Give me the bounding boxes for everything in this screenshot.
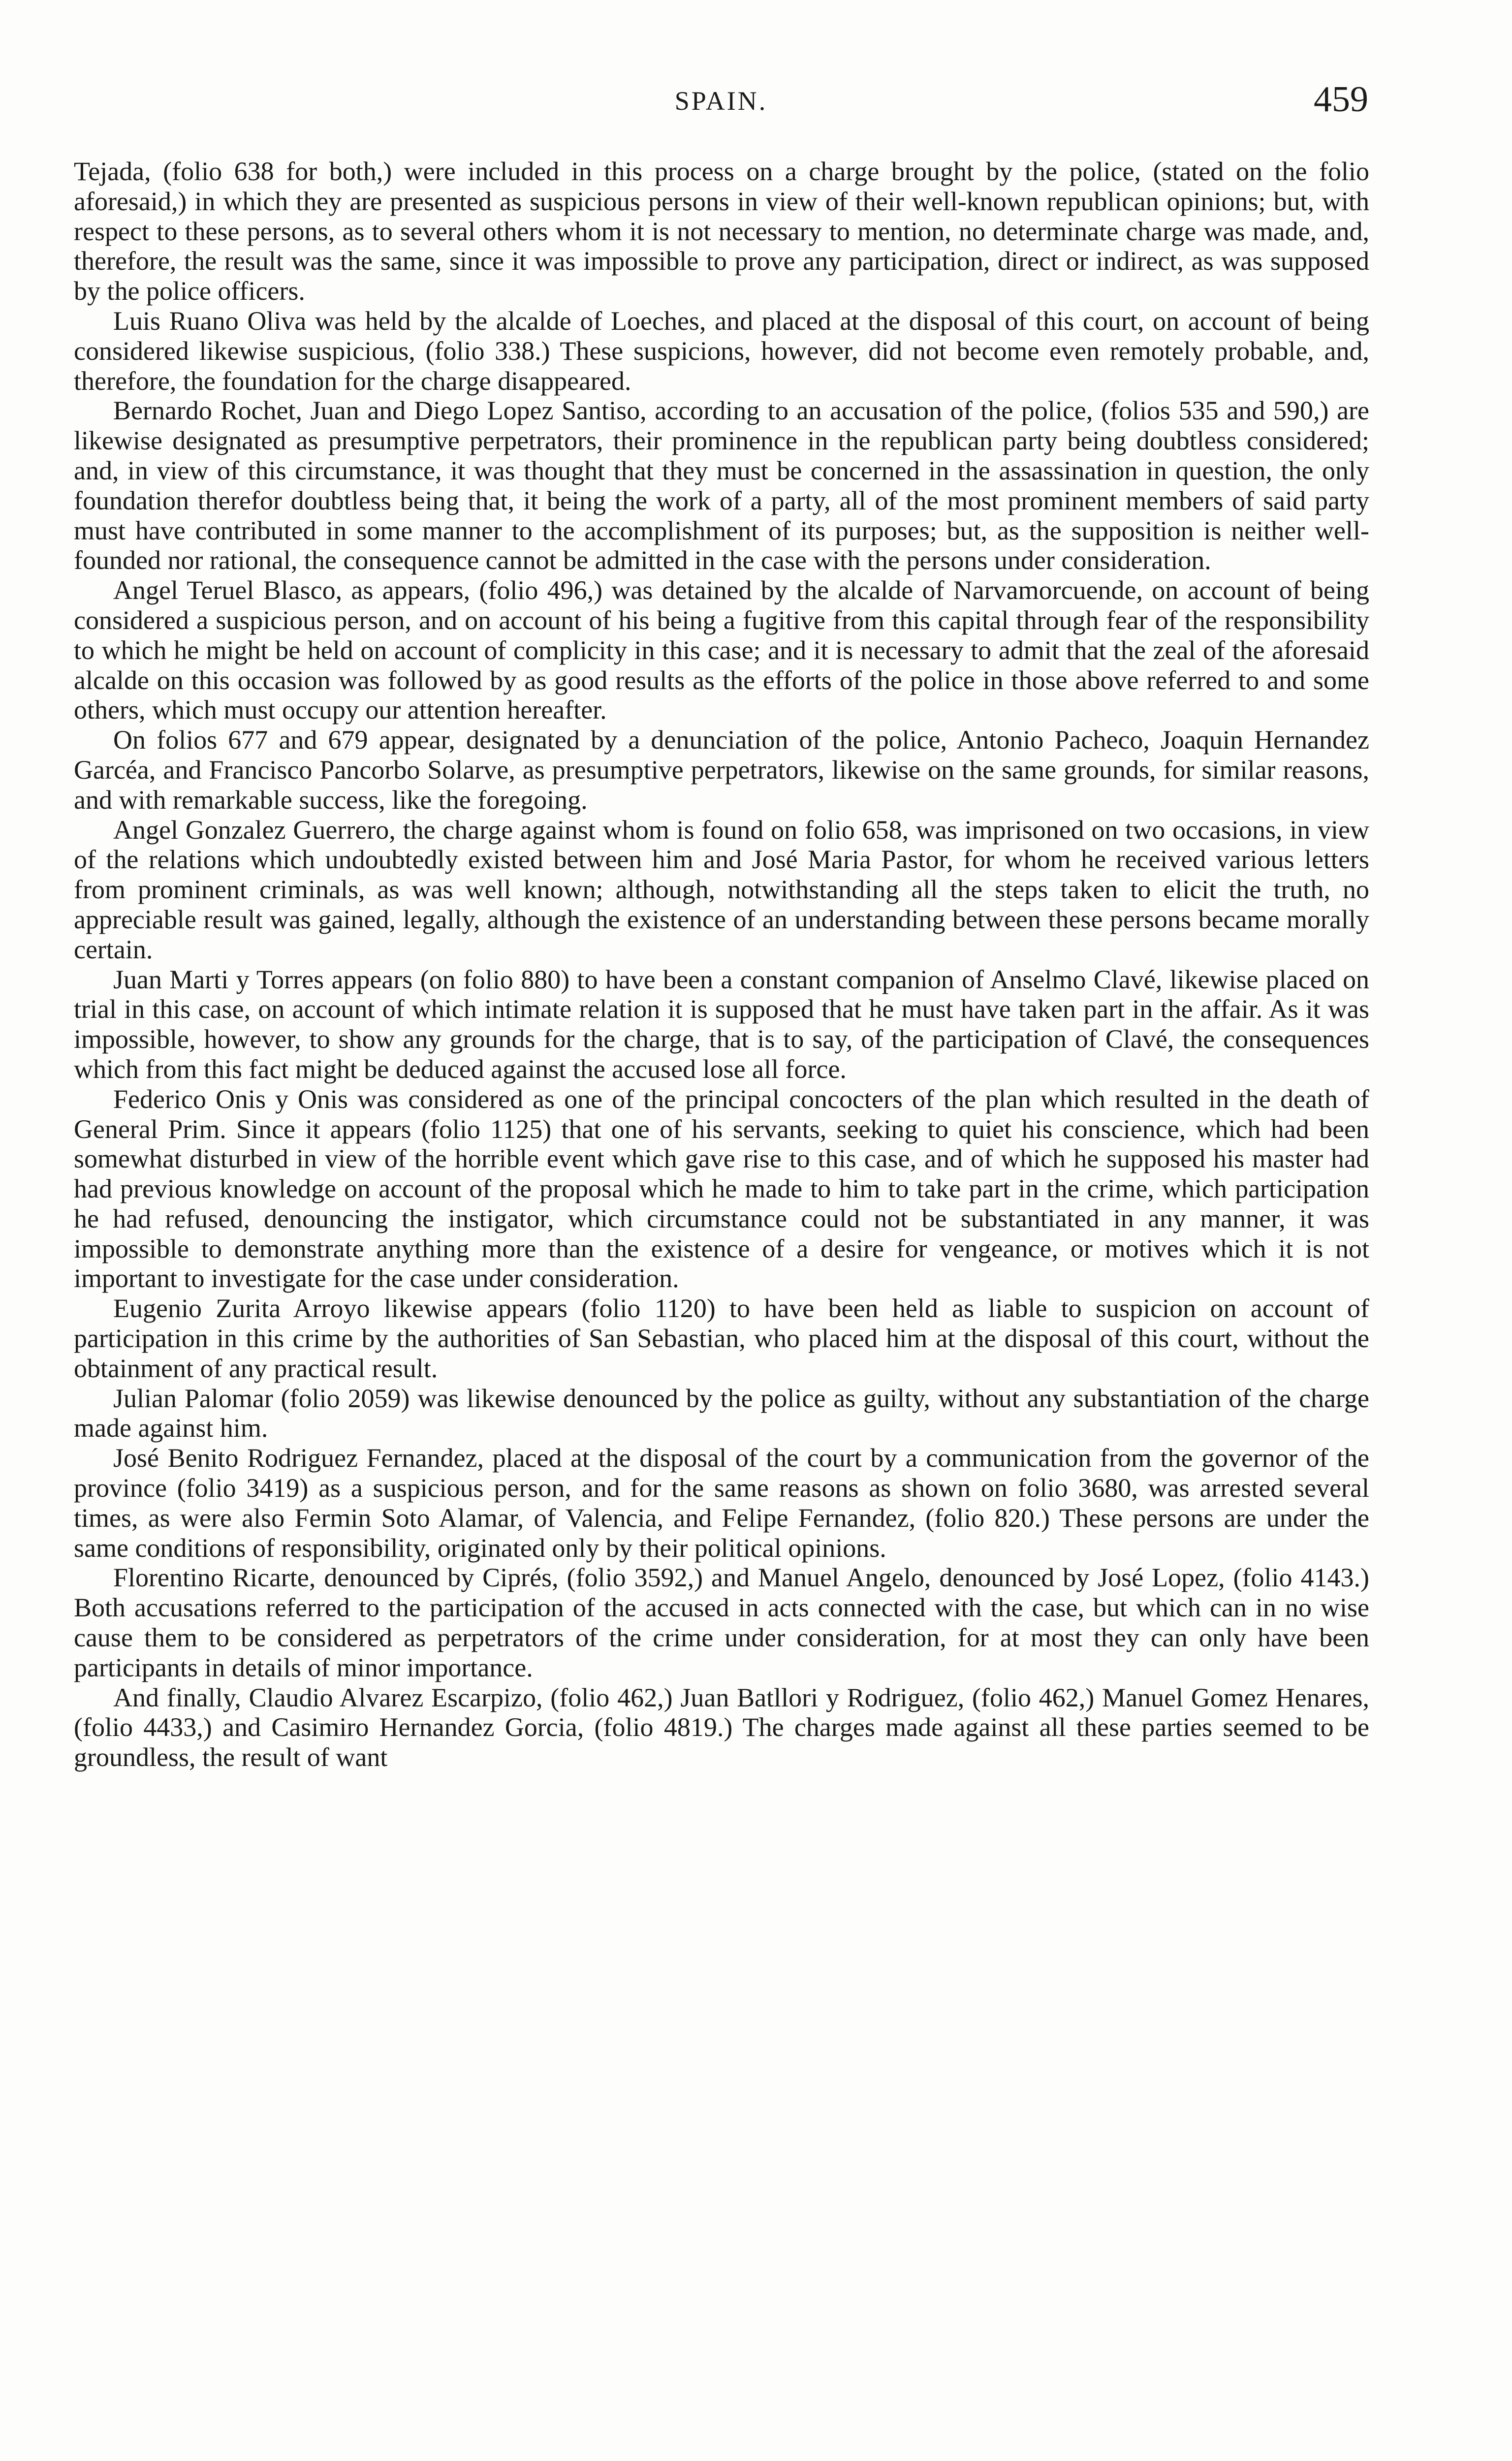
paragraph: On folios 677 and 679 appear, designated by a denunciation of the police, Antonio Pacheco, Joaquin Hernandez Garcéa, and Francisco Pancorbo Solarve, as presumptive perpetrators, likewise on the same grounds, for similar reasons, and with remarkable success, like the foregoing. <box>74 725 1369 815</box>
paragraph: Julian Palomar (folio 2059) was likewise denounced by the police as guilty, without any substantiation of the charge made against him. <box>74 1383 1369 1443</box>
paragraph: Angel Teruel Blasco, as appears, (folio 496,) was detained by the alcalde of Narvamorcuende, on account of being considered a suspicious person, and on account of his being a fugitive from this capital through fear of the responsibility to which he might be held on account of complicity in this case; and it is necessary to admit that the zeal of the aforesaid alcalde on this occasion was followed by as good results as the efforts of the police in those above referred to and some others, which must occupy our attention hereafter. <box>74 575 1369 725</box>
running-header <box>74 79 1368 123</box>
paragraph: Angel Gonzalez Guerrero, the charge against whom is found on folio 658, was imprisoned on two occasions, in view of the relations which undoubtedly existed between him and José Maria Pastor, for whom he received various letters from prominent criminals, as was well known; although, notwithstanding all the steps taken to elicit the truth, no appreciable result was gained, legally, although the existence of an understanding between these persons became morally certain. <box>74 815 1369 964</box>
paragraph: Luis Ruano Oliva was held by the alcalde of Loeches, and placed at the disposal of this court, on account of being considered likewise suspicious, (folio 338.) These suspicions, however, did not become even remotely probable, and, therefore, the foundation for the charge disappeared. <box>74 306 1369 396</box>
paragraph: And finally, Claudio Alvarez Escarpizo, (folio 462,) Juan Batllori y Rodriguez, (folio 462,) Manuel Gomez Henares, (folio 4433,) and Casimiro Hernandez Gorcia, (folio 4819.) The charges made against all these parties seemed to be groundless, the result of want <box>74 1682 1369 1772</box>
paragraph: Bernardo Rochet, Juan and Diego Lopez Santiso, according to an accusation of the police, (folios 535 and 590,) are likewise designated as presumptive perpetrators, their prominence in the republican party being doubtless considered; and, in view of this circumstance, it was thought that they must be concerned in the assassination in question, the only foundation therefor doubtless being that, it being the work of a party, all of the most prominent members of said party must have contributed in some manner to the accomplishment of its purposes; but, as the supposition is neither well-founded nor rational, the consequence cannot be admitted in the case with the persons under consideration. <box>74 396 1369 575</box>
paragraph: Eugenio Zurita Arroyo likewise appears (folio 1120) to have been held as liable to suspicion on account of participation in this crime by the authorities of San Sebastian, who placed him at the disposal of this court, without the obtainment of any practical result. <box>74 1294 1369 1383</box>
paragraph: Juan Marti y Torres appears (on folio 880) to have been a constant companion of Anselmo Clavé, likewise placed on trial in this case, on account of which intimate relation it is supposed that he must have taken part in the affair. As it was impossible, however, to show any grounds for the charge, that is to say, of the participation of Clavé, the consequences which from this fact might be deduced against the accused lose all force. <box>74 964 1369 1084</box>
body-text <box>74 157 1369 1772</box>
paragraph: Florentino Ricarte, denounced by Ciprés, (folio 3592,) and Manuel Angelo, denounced by José Lopez, (folio 4143.) Both accusations referred to the participation of the accused in acts connected with the case, but which can in no wise cause them to be considered as perpetrators of the crime under consideration, for at most they can only have been participants in details of minor importance. <box>74 1563 1369 1682</box>
page-number: 459 <box>1314 79 1368 120</box>
paragraph: Tejada, (folio 638 for both,) were included in this process on a charge brought by the police, (stated on the folio aforesaid,) in which they are presented as suspicious persons in view of their well-known republican opinions; but, with respect to these persons, as to several others whom it is not necessary to mention, no determinate charge was made, and, therefore, the result was the same, since it was impossible to prove any participation, direct or indirect, as was supposed by the police officers. <box>74 157 1369 306</box>
page-title: SPAIN. <box>674 86 768 116</box>
paragraph: Federico Onis y Onis was considered as one of the principal concocters of the plan which resulted in the death of General Prim. Since it appears (folio 1125) that one of his servants, seeking to quiet his conscience, which had been somewhat disturbed in view of the horrible event which gave rise to this case, and of which he supposed his master had had previous knowledge on account of the proposal which he made to him to take part in the crime, which participation he had refused, denouncing the instigator, which circumstance could not be substantiated in any manner, it was impossible to demonstrate anything more than the existence of a desire for vengeance, or motives which it is not important to investigate for the case under consideration. <box>74 1084 1369 1294</box>
paragraph: José Benito Rodriguez Fernandez, placed at the disposal of the court by a communication from the governor of the province (folio 3419) as a suspicious person, and for the same reasons as shown on folio 3680, was arrested several times, as were also Fermin Soto Alamar, of Valencia, and Felipe Fernandez, (folio 820.) These persons are under the same conditions of responsibility, originated only by their political opinions. <box>74 1443 1369 1563</box>
